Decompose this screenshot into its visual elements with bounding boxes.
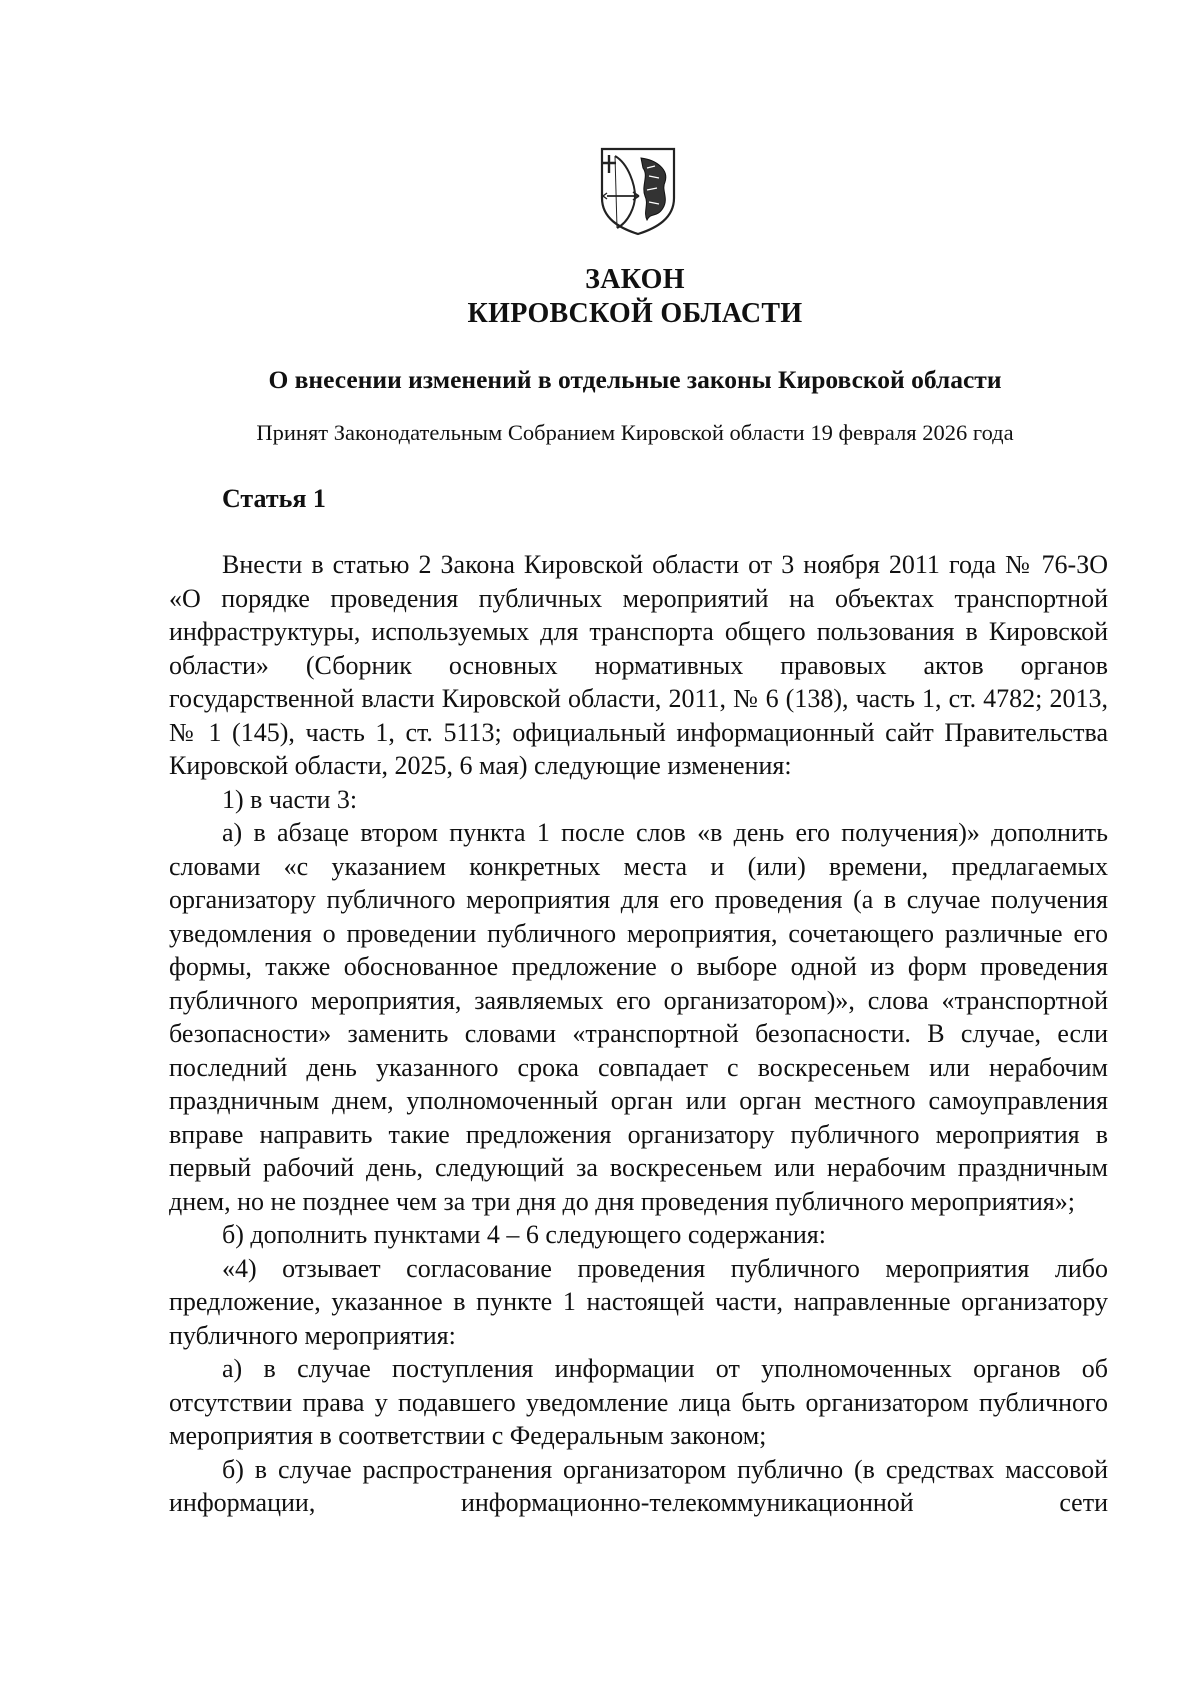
- article-paragraph: 1) в части 3:: [222, 784, 358, 814]
- law-subject: О внесении изменений в отдельные законы Кировской области: [268, 365, 1002, 394]
- article-paragraph: а) в абзаце втором пункта 1 после слов «в день его получения)» дополнить словами «с указанием конкретных места и (или) времени, предлагаемых организатору публичного мероприятия для его проведения (а в случае получения уведомления о проведении публичного мероприятия, сочетающего различные его формы, также обоснованное предложение о выборе одной из форм проведения публичного мероприятия, заявляемых его организатором)», слова «транспортной безопасности» заменить словами «транспортной безопасности. В случае, если последний день указанного срока совпадает с воскресеньем или нерабочим праздничным днем, уполномоченный орган или орган местного самоуправления вправе направить такие предложения организатору публичного мероприятия в первый рабочий день, следующий за воскресеньем или нерабочим праздничным днем, но не позднее чем за три дня до дня проведения публичного мероприятия»;: [169, 818, 1108, 1216]
- law-region: КИРОВСКОЙ ОБЛАСТИ: [467, 298, 803, 329]
- article-body: [169, 548, 1108, 1520]
- article-paragraph: б) дополнить пунктами 4 – 6 следующего содержания:: [222, 1220, 826, 1249]
- law-title: ЗАКОН: [585, 264, 685, 295]
- article-paragraph: б) в случае распространения организатором публично (в средствах массовой информации, информационно-телекоммуникационной сети: [169, 1454, 1108, 1517]
- article-title: Статья 1: [222, 484, 326, 513]
- coat-of-arms-icon: [599, 146, 677, 236]
- article-paragraph: Внести в статью 2 Закона Кировской области от 3 ноября 2011 года № 76-ЗО «О порядке проведения публичных мероприятий на объектах транспортной инфраструктуры, используемых для транспорта общего пользования в Кировской области» (Сборник основных нормативных правовых актов органов государственной власти Кировской области, 2011, № 6 (138), часть 1, ст. 4782; 2013, № 1 (145), часть 1, ст. 5113; официальный информационный сайт Правительства Кировской области, 2025, 6 мая) следующие изменения:: [169, 550, 1108, 780]
- article-paragraph: а) в случае поступления информации от уполномоченных органов об отсутствии права у подавшего уведомление лица быть организатором публичного мероприятия в соответствии с Федеральным законом;: [169, 1354, 1108, 1450]
- article-paragraph: «4) отзывает согласование проведения публичного мероприятия либо предложение, указанное в пункте 1 настоящей части, направленные организатору публичного мероприятия:: [169, 1253, 1108, 1350]
- adoption-note: Принят Законодательным Собранием Кировской области 19 февраля 2026 года: [256, 420, 1014, 445]
